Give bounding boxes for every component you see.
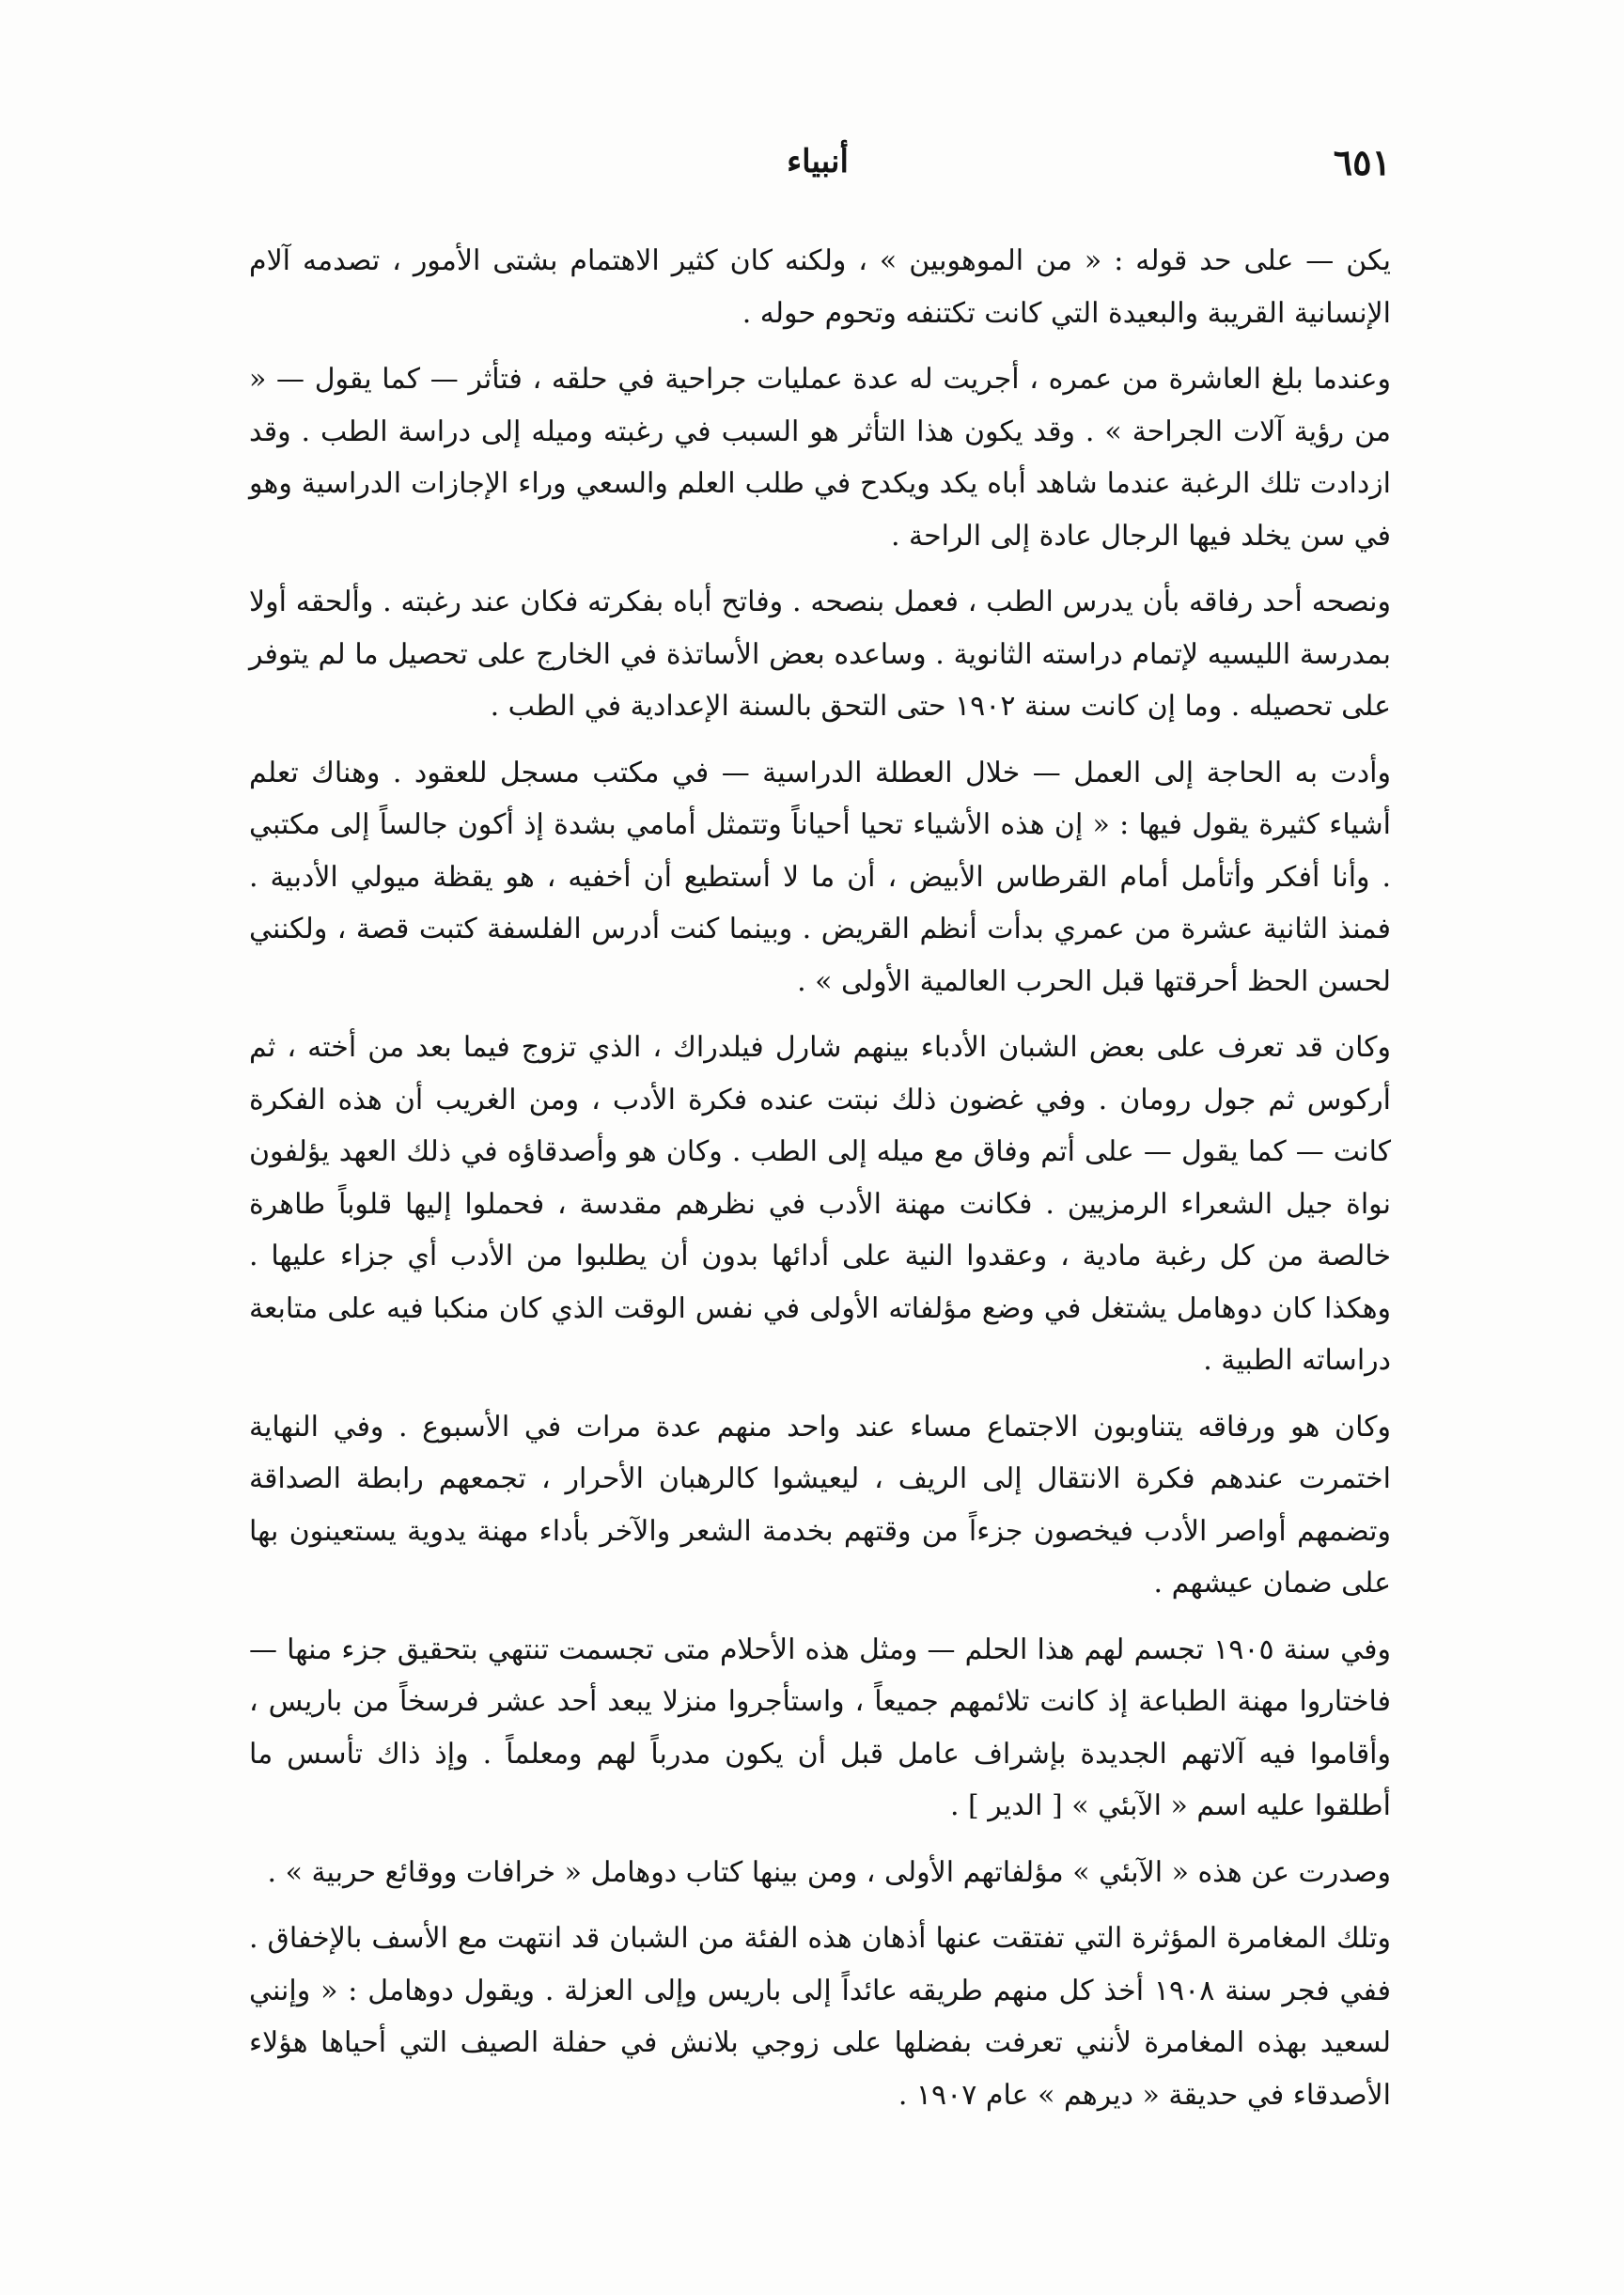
page-header (244, 141, 1391, 197)
paragraph: وصدرت عن هذه « الآبئي » مؤلفاتهم الأولى ، ومن بينها كتاب دوهامل « خرافات ووقائع حربية » . (267, 1855, 1391, 1889)
paragraph: وتلك المغامرة المؤثرة التي تفتقت عنها أذهان هذه الفئة من الشبان قد انتهت مع الأسف بالإخفاق . ففي فجر سنة ١٩٠٨ أخذ كل منهم طريقه عائداً إلى باريس وإلى العزلة . ويقول دوهامل : « وإنني لسعيد بهذه المغامرة لأنني تعرفت بفضلها على زوجي بلانش في حفلة الصيف التي أحياها هؤلاء الأصدقاء في حديقة « ديرهم » عام ١٩٠٧ . (249, 1922, 1391, 2112)
paragraph: وكان قد تعرف على بعض الشبان الأدباء بينهم شارل فيلدراك ، الذي تزوج فيما بعد من أخته ، ثم أركوس ثم جول رومان . وفي غضون ذلك نبتت عنده فكرة الأدب ، ومن الغريب أن هذه الفكرة كانت — كما يقول — على أتم وفاق مع ميله إلى الطب . وكان هو وأصدقاؤه في ذلك العهد يؤلفون نواة جيل الشعراء الرمزيين . فكانت مهنة الأدب في نظرهم مقدسة ، فحملوا إليها قلوباً طاهرة خالصة من كل رغبة مادية ، وعقدوا النية على أدائها بدون أن يطلبوا من الأدب أي جزاء عليها . وهكذا كان دوهامل يشتغل في وضع مؤلفاته الأولى في نفس الوقت الذي كان منكبا فيه على متابعة دراساته الطبية . (249, 1031, 1391, 1377)
paragraph: يكن — على حد قوله : « من الموهوبين » ، ولكنه كان كثير الاهتمام بشتى الأمور ، تصدمه آلام الإنسانية القريبة والبعيدة التي كانت تكتنفه وتحوم حوله . (249, 244, 1391, 330)
paragraph: ونصحه أحد رفاقه بأن يدرس الطب ، فعمل بنصحه . وفاتح أباه بفكرته فكان عند رغبته . وألحقه أولا بمدرسة الليسيه لإتمام دراسته الثانوية . وساعده بعض الأساتذة في الخارج على تحصيل ما لم يتوفر على تحصيله . وما إن كانت سنة ١٩٠٢ حتى التحق بالسنة الإعدادية في الطب . (249, 585, 1391, 723)
paragraph: وفي سنة ١٩٠٥ تجسم لهم هذا الحلم — ومثل هذه الأحلام متى تجسمت تنتهي بتحقيق جزء منها — فاختاروا مهنة الطباعة إذ كانت تلائمهم جميعاً ، واستأجروا منزلا يبعد أحد عشر فرسخاً من باريس ، وأقاموا فيه آلاتهم الجديدة بإشراف عامل قبل أن يكون مدرباً لهم ومعلماً . وإذ ذاك تأسس ما أطلقوا عليه اسم « الآبئي » [ الدير ] . (249, 1632, 1391, 1822)
paragraph: وأدت به الحاجة إلى العمل — خلال العطلة الدراسية — في مكتب مسجل للعقود . وهناك تعلم أشياء كثيرة يقول فيها : « إن هذه الأشياء تحيا أحياناً وتتمثل أمامي بشدة إذ أكون جالساً إلى مكتبي . وأنا أفكر وأتأمل أمام القرطاس الأبيض ، أن ما لا أستطيع أن أخفيه ، هو يقظة ميولي الأدبية . فمنذ الثانية عشرة من عمري بدأت أنظم القريض . وبينما كنت أدرس الفلسفة كتبت قصة ، ولكنني لحسن الحظ أحرقتها قبل الحرب العالمية الأولى » . (249, 756, 1391, 998)
paragraph: وعندما بلغ العاشرة من عمره ، أجريت له عدة عمليات جراحية في حلقه ، فتأثر — كما يقول — « من رؤية آلات الجراحة » . وقد يكون هذا التأثر هو السبب في رغبته وميله إلى دراسة الطب . وقد ازدادت تلك الرغبة عندما شاهد أباه يكد ويكدح في طلب العلم والسعي وراء الإجازات الدراسية وهو في سن يخلد فيها الرجال عادة إلى الراحة . (249, 363, 1391, 553)
page-number: ٦٥١ (1333, 141, 1391, 183)
running-title: أنبياء (787, 143, 849, 180)
body-text (249, 235, 1391, 2135)
paragraph: وكان هو ورفاقه يتناوبون الاجتماع مساء عند واحد منهم عدة مرات في الأسبوع . وفي النهاية اختمرت عندهم فكرة الانتقال إلى الريف ، ليعيشوا كالرهبان الأحرار ، تجمعهم رابطة الصداقة وتضمهم أواصر الأدب فيخصون جزءاً من وقتهم بخدمة الشعر والآخر بأداء مهنة يدوية يستعينون بها على ضمان عيشهم . (249, 1410, 1391, 1600)
